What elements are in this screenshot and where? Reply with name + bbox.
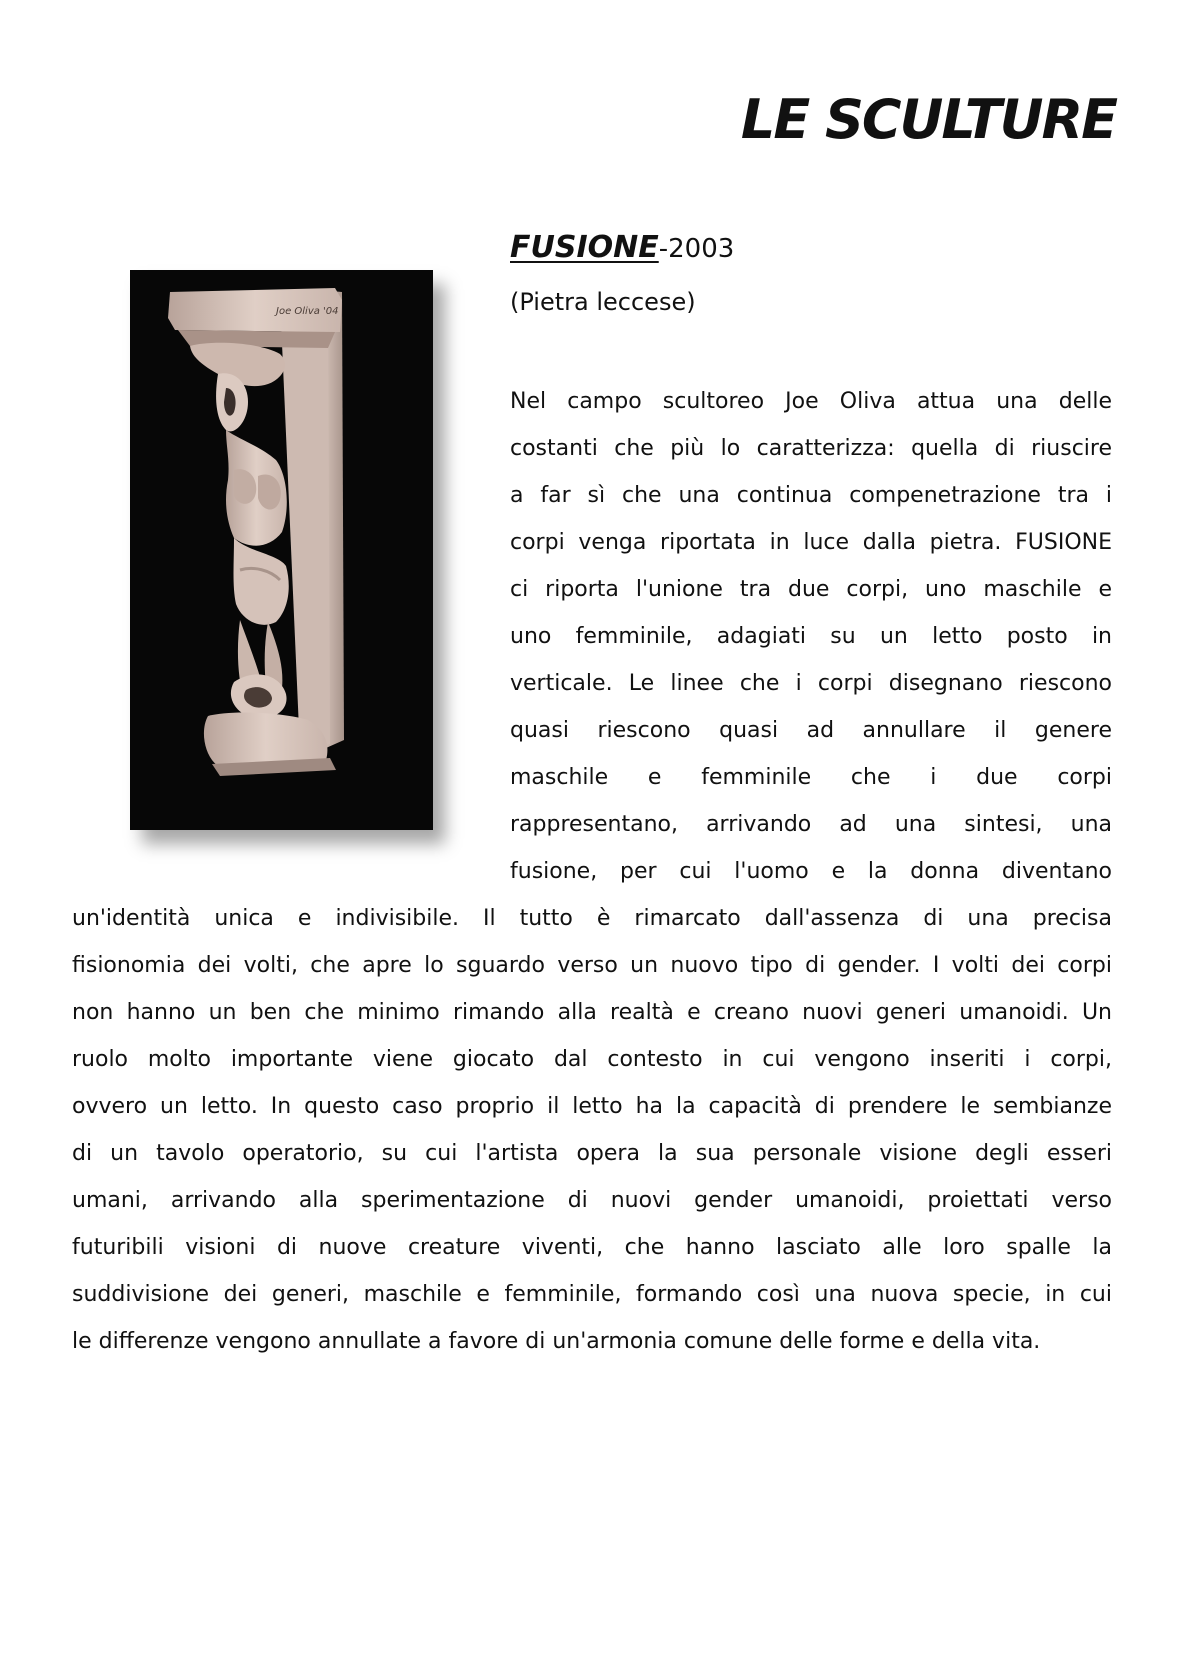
page-title: LE SCULTURE xyxy=(740,88,1116,151)
text-line: fisionomia dei volti, che apre lo sguardo verso un nuovo tipo di gender. I volti dei corpi xyxy=(72,953,1112,978)
text-line: futuribili visioni di nuove creature viventi, che hanno lasciato alle loro spalle la xyxy=(72,1235,1112,1260)
text-line: Nel campo scultoreo Joe Oliva attua una delle xyxy=(510,389,1112,414)
text-line: rappresentano, arrivando ad una sintesi, una xyxy=(510,812,1112,837)
text-line: ruolo molto importante viene giocato dal contesto in cui vengono inseriti i corpi, xyxy=(72,1047,1112,1072)
text-line: non hanno un ben che minimo rimando alla realtà e creano nuovi generi umanoidi. Un xyxy=(72,1000,1112,1025)
text-line: a far sì che una continua compenetrazione tra i xyxy=(510,483,1112,508)
description-text xyxy=(72,378,1112,1365)
text-line: quasi riescono quasi ad annullare il genere xyxy=(510,718,1112,743)
work-material: (Pietra leccese) xyxy=(510,288,696,316)
signature: Joe Oliva '04 xyxy=(276,306,339,317)
text-line: suddivisione dei generi, maschile e femminile, formando così una nuova specie, in cui xyxy=(72,1282,1112,1307)
text-line: uno femminile, adagiati su un letto posto in xyxy=(510,624,1112,649)
text-line: costanti che più lo caratterizza: quella di riuscire xyxy=(510,436,1112,461)
work-heading xyxy=(510,228,734,269)
text-line: ovvero un letto. In questo caso proprio il letto ha la capacità di prendere le sembianze xyxy=(72,1094,1112,1119)
text-line: umani, arrivando alla sperimentazione di nuovi gender umanoidi, proiettati verso xyxy=(72,1188,1112,1213)
text-line: verticale. Le linee che i corpi disegnano riescono xyxy=(510,671,1112,696)
work-year: -2003 xyxy=(658,234,735,264)
text-line: corpi venga riportata in luce dalla pietra. FUSIONE xyxy=(510,530,1112,555)
text-line: le differenze vengono annullate a favore di un'armonia comune delle forme e della vita. xyxy=(72,1329,1041,1354)
text-line: fusione, per cui l'uomo e la donna diventano xyxy=(510,859,1112,884)
text-line: ci riporta l'unione tra due corpi, uno maschile e xyxy=(510,577,1112,602)
work-title: FUSIONE xyxy=(510,230,659,265)
text-line: maschile e femminile che i due corpi xyxy=(510,765,1112,790)
text-line: di un tavolo operatorio, su cui l'artista opera la sua personale visione degli esseri xyxy=(72,1141,1112,1166)
text-line: un'identità unica e indivisibile. Il tutto è rimarcato dall'assenza di una precisa xyxy=(72,906,1112,931)
